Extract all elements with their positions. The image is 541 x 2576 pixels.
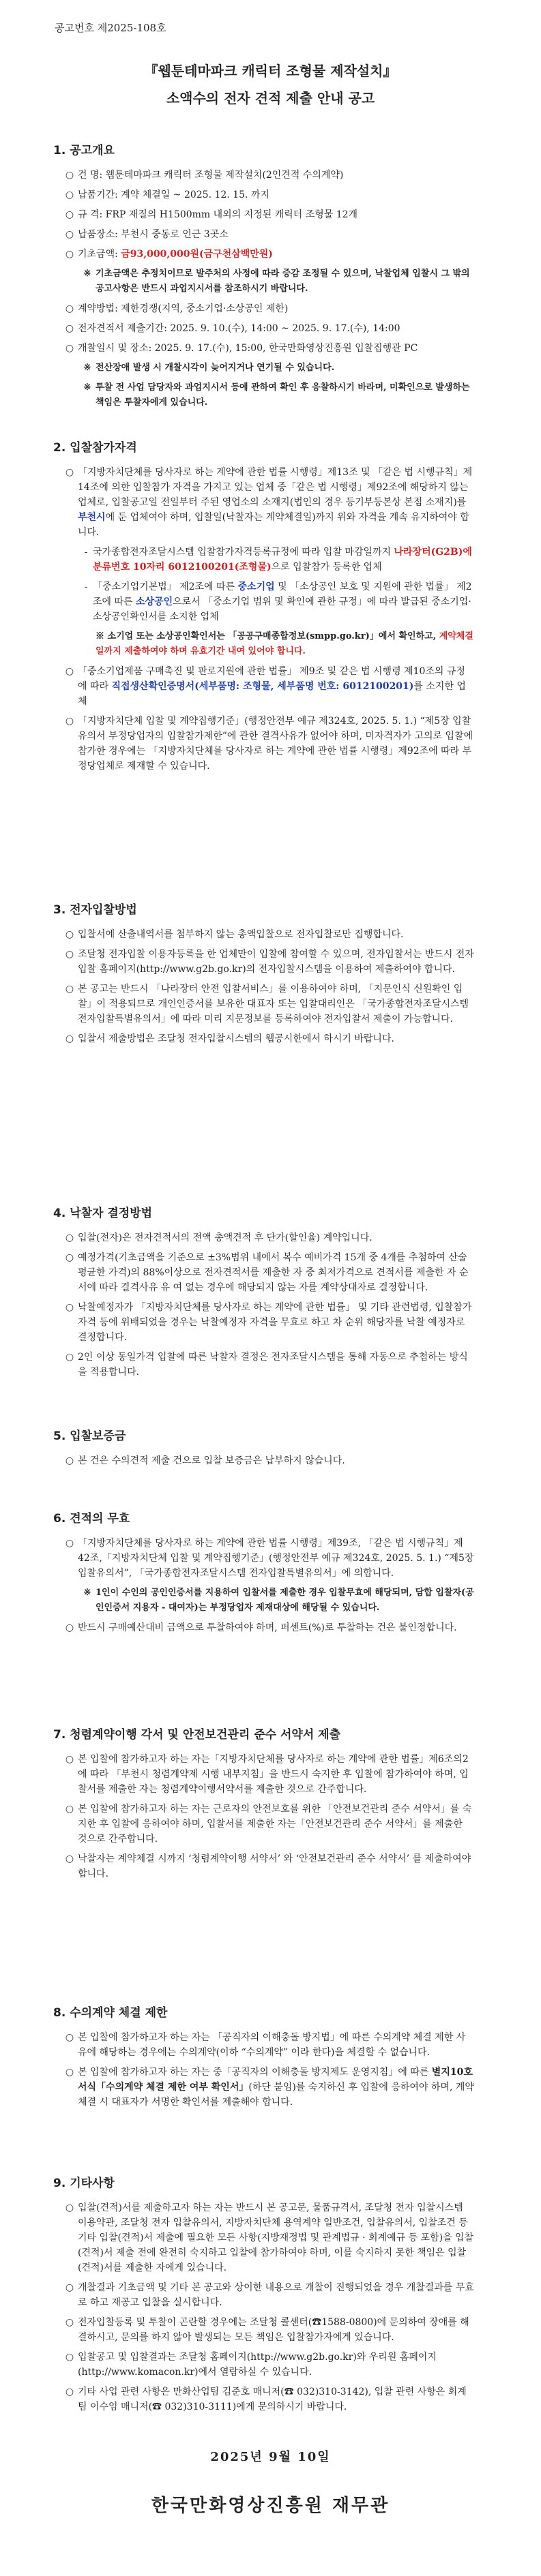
list-item bbox=[61, 1851, 474, 1881]
list-item bbox=[61, 1350, 474, 1380]
item-text bbox=[78, 1350, 474, 1380]
circle-bullet-icon: ○ bbox=[65, 1538, 74, 1549]
note-item bbox=[79, 361, 474, 376]
item-text bbox=[78, 1031, 474, 1046]
text-run: 입찰서 제출방법은 조달청 전자입찰시스템의 웹공시한에서 하시기 바랍니다. bbox=[78, 1033, 394, 1044]
item-text bbox=[78, 1300, 474, 1345]
circle-bullet-icon: ○ bbox=[65, 303, 74, 314]
list-item bbox=[61, 1453, 474, 1468]
circle-bullet-icon: ○ bbox=[65, 2067, 74, 2078]
list-item bbox=[61, 2280, 474, 2310]
text-run: 계약방법: 제한경쟁(지역, 중소기업·소상공인 제한) bbox=[78, 303, 289, 314]
highlighted-text: 부천시 bbox=[78, 512, 106, 523]
text-run: 전자입찰등록 및 투찰이 곤란할 경우에는 조달청 콜센터(☎1588-0800)에 문의하여 장애를 해결하시고, 문의를 하지 않아 발생되는 모든 책임은 입찰참가자에게 있습니다. bbox=[78, 2317, 469, 2343]
item-text bbox=[78, 2280, 474, 2310]
circle-bullet-icon: ○ bbox=[65, 1853, 74, 1864]
item-text bbox=[78, 1250, 474, 1295]
section-heading: 2. 입찰참가자격 bbox=[53, 441, 137, 455]
list-item bbox=[61, 1230, 474, 1245]
circle-bullet-icon: ○ bbox=[65, 949, 74, 960]
list-item bbox=[61, 947, 474, 977]
note-item bbox=[79, 267, 474, 297]
note-mark: ※ bbox=[83, 269, 91, 279]
item-text bbox=[78, 927, 474, 942]
circle-bullet-icon: ○ bbox=[65, 1252, 74, 1263]
list-item bbox=[61, 714, 474, 774]
text-run: 입찰(견적)서를 제출하고자 하는 자는 반드시 본 공고문, 물품규격서, 조달청 전자 입찰시스템 이용약관, 조달청 전자 입찰유의서, 지방자치단체 용역계약 일반조건, 입찰유의서, 입찰조건 등 기타 입찰(견적)서 제출에 필요한 모든 사항(지방재정법 및 관계법규 · 회계예규 등 포함)을 입찰(견적)서 제출 전에 완전히 숙지하고 입찰에 참가하여야 하며, 이를 숙지하지 못한 책임은 입찰(견적)서를 제출한 자에게 있습니다. bbox=[78, 2202, 474, 2273]
note-item bbox=[96, 629, 474, 659]
text-run: 「지방자치단체 입찰 및 계약집행기준」(행정안전부 예규 제324호, 2025. 5. 1.) “제5장 입찰유의서 부정당업자의 입찰참가제한”에 관한 결격사유가 없어야 하며, 미자격자가 고의로 입찰에 참가한 경우에는 「지방자치단체를 당사자로 하는 계약에 관한 법률 시행령」제92조에 따라 부정당업체로 제재할 수 있습니다. bbox=[78, 716, 473, 772]
list-item bbox=[61, 2384, 474, 2414]
circle-bullet-icon: ○ bbox=[65, 2386, 74, 2397]
text-run: 입찰서에 산출내역서를 첨부하지 않는 총액입찰으로 전자입찰로만 집행합니다. bbox=[78, 929, 404, 940]
dash-mark: - bbox=[84, 547, 88, 558]
text-run: 기타 사업 관련 사항은 만화산업팀 김준호 매니저(☎ 032)310-3142), 입찰 관련 사항은 회계팀 이수임 매니저(☎ 032)310-3111)에게 문의하시기 바랍니다. bbox=[78, 2386, 467, 2412]
list-item bbox=[61, 1250, 474, 1295]
text-run: 개찰결과 기초금액 및 기타 본 공고와 상이한 내용으로 개찰이 진행되었을 경우 개찰결과를 무효로 하고 재공고 입찰을 실시합니다. bbox=[78, 2282, 474, 2308]
highlighted-text: 중소기업 bbox=[237, 581, 275, 592]
text-run: 으로서 「중소기업 범위 및 확인에 관한 규정」에 따라 발급된 중소기업·소상공인확인서를 소지한 업체 bbox=[93, 596, 471, 622]
item-text bbox=[78, 1536, 474, 1581]
text-run: 1인이 수인의 공인인증서를 지용하여 입찰서를 제출한 경우 입찰무효에 해당되며, 담합 입찰자(공인인증서 지용자 - 대여자)는 부정당업자 제재대상에 해당될 수 있습니다. bbox=[96, 1588, 474, 1613]
section-heading: 9. 기타사항 bbox=[53, 2177, 115, 2190]
item-text bbox=[96, 1586, 474, 1616]
item-text bbox=[78, 168, 474, 183]
text-run: 낙찰자는 계약체결 시까지 ‘청렴계약이행 서약서’ 와 ‘안전보건관리 준수 서약서’ 를 제출하여야 합니다. bbox=[78, 1853, 471, 1879]
text-run: 「지방자치단체를 당사자로 하는 계약에 관한 법률 시행령」제13조 및 「같은 법 시행규칙」제14조에 의한 입찰참가 자격을 가지고 있는 업체 중「같은 법 시행령」제92조에 해당하지 않는 업체로, 입찰공고일 전일부터 주된 영업소의 소재지(법인의 경우 등기부등본상 본점 소재지)를 bbox=[78, 467, 473, 508]
circle-bullet-icon: ○ bbox=[65, 716, 74, 727]
item-text bbox=[96, 267, 474, 297]
text-run: 반드시 구매예산대비 금액으로 투찰하여야 하며, 퍼센트(%)로 투찰하는 건은 불인정합니다. bbox=[78, 1622, 457, 1633]
circle-bullet-icon: ○ bbox=[65, 2317, 74, 2328]
text-run: 「중소기업제품 구매촉진 및 판로지원에 관한 법률」 제9조 및 같은 법 시행령 제10조의 규정에 따라 bbox=[78, 666, 465, 692]
list-item bbox=[61, 2315, 474, 2345]
list-item bbox=[61, 2065, 474, 2110]
item-text bbox=[96, 629, 474, 659]
text-run: 2인 이상 동일가격 입찰에 따른 낙찰자 결정은 전자조달시스템을 통해 자동으로 추첨하는 방식을 적용합니다. bbox=[78, 1352, 468, 1378]
item-text bbox=[78, 947, 474, 977]
section-heading: 5. 입찰보증금 bbox=[53, 1429, 126, 1443]
list-item bbox=[61, 1620, 474, 1635]
item-text bbox=[78, 1851, 474, 1881]
note-mark: ※ bbox=[83, 363, 91, 373]
item-text bbox=[96, 361, 474, 376]
circle-bullet-icon: ○ bbox=[65, 1754, 74, 1765]
text-run: 규 격: FRP 재질의 H1500mm 내외의 지정된 캐릭터 조형물 12개 bbox=[78, 209, 358, 220]
list-item bbox=[61, 1536, 474, 1581]
list-item bbox=[61, 982, 474, 1027]
text-run: 예정가격(기초금액을 기준으로 ±3%범위 내에서 복수 예비가격 15개 중 4개를 추첨하여 산술평균한 가격)의 88%이상으로 전자견적서를 제출한 자 중 최저가격으로 견적서를 제출한 자 순서에 따라 결격사유 유 여 없는 경우에 해당되지 않는 자를 계약상대자로 결정합니다. bbox=[78, 1252, 469, 1293]
section-heading: 4. 낙찰자 결정방법 bbox=[53, 1207, 153, 1220]
circle-bullet-icon: ○ bbox=[65, 2032, 74, 2043]
highlighted-text: 직접생산확인증명서(세부품명: 조형물, 세부품명 번호: 6012100201) bbox=[111, 681, 414, 692]
item-text bbox=[78, 664, 474, 709]
list-item bbox=[61, 168, 474, 183]
list-item bbox=[61, 187, 474, 202]
list-item bbox=[61, 247, 474, 262]
item-text bbox=[78, 2030, 474, 2060]
highlighted-text: 금93,000,000원(금구천삼백만원) bbox=[121, 249, 273, 260]
item-text bbox=[96, 380, 474, 410]
section-items bbox=[0, 1752, 541, 1886]
text-run: 본 입찰에 참가하고자 하는 자는「지방자치단체를 당사자로 하는 계약에 관한 법률」제6조의2에 따라 「부천시 청렴계약제 시행 내부지침」을 반드시 숙지한 후 입찰에 참가하여야 하며, 입찰서를 제출한 자는 청렴계약이행서약서를 제출한 것으로 간주합니다. bbox=[78, 1754, 469, 1795]
list-item bbox=[61, 465, 474, 540]
section-items bbox=[0, 465, 541, 778]
list-item bbox=[61, 321, 474, 336]
text-run: (하단 붙임)를 숙지하신 후 입찰에 응하여야 하며, 계약 체결 시 대표자가 서명한 확인서를 제출해야 합니다. bbox=[78, 2082, 474, 2108]
section-heading: 6. 견적의 무효 bbox=[53, 1512, 130, 1526]
dash-mark: - bbox=[84, 581, 88, 592]
circle-bullet-icon: ○ bbox=[65, 1302, 74, 1313]
circle-bullet-icon: ○ bbox=[65, 1352, 74, 1363]
note-item bbox=[79, 380, 474, 410]
list-item bbox=[61, 2030, 474, 2060]
section-heading: 1. 공고개요 bbox=[53, 144, 115, 157]
item-text bbox=[78, 227, 474, 242]
text-run: 「중소기업기본법」 제2조에 따른 bbox=[93, 581, 238, 592]
text-run: 「지방자치단체를 당사자로 하는 계약에 관한 법률 시행령」제39조, 「같은 법 시행규칙」제42조,「지방자치단체 입찰 및 계약집행기준」(행정안전부 예규 제324호, 2025. 5. 1.) “제5장 입찰유의서”, 「국가종합전자조달시스템 전자입찰특별유의서」에 의합니다. bbox=[78, 1538, 474, 1579]
text-run: 투찰 전 사업 담당자와 과업지시서 등에 관하여 확인 후 응찰하시기 바라며, 미확인으로 발생하는 책임은 투찰자에게 있습니다. bbox=[96, 382, 470, 408]
item-text bbox=[78, 187, 474, 202]
highlighted-text: 소상공인 bbox=[136, 596, 173, 607]
item-text bbox=[78, 2200, 474, 2275]
item-text bbox=[78, 1802, 474, 1847]
highlighted-text: 계약체결일까지 제출하여야 하며 유효기간 내여 있어야 합니다. bbox=[96, 631, 473, 656]
circle-bullet-icon: ○ bbox=[65, 1232, 74, 1243]
item-text bbox=[78, 714, 474, 774]
item-text bbox=[93, 545, 474, 575]
list-item bbox=[61, 1802, 474, 1847]
issuer-name: 한국만화영상진흥원 재무관 bbox=[151, 2496, 390, 2516]
item-text bbox=[78, 465, 474, 540]
list-item bbox=[61, 927, 474, 942]
circle-bullet-icon: ○ bbox=[65, 190, 74, 200]
item-text bbox=[78, 2384, 474, 2414]
item-text bbox=[78, 982, 474, 1027]
circle-bullet-icon: ○ bbox=[65, 1804, 74, 1815]
circle-bullet-icon: ○ bbox=[65, 467, 74, 478]
text-run: 전산장애 발생 시 개찰시각이 늦어지거나 연기될 수 있습니다. bbox=[96, 363, 335, 373]
circle-bullet-icon: ○ bbox=[65, 209, 74, 220]
text-run: 건 명: 웹툰테마파크 캐릭터 조형물 제작설치(2인견적 수의계약) bbox=[78, 170, 344, 181]
circle-bullet-icon: ○ bbox=[65, 2352, 74, 2363]
note-item bbox=[79, 1586, 474, 1616]
list-item bbox=[61, 207, 474, 222]
section-heading: 7. 청렴계약이행 각서 및 안전보건관리 준수 서약서 제출 bbox=[53, 1728, 340, 1742]
highlighted-text: 나라장터(G2B)에 분류번호 10자리 6012100201(조형물) bbox=[93, 547, 472, 573]
section-heading: 3. 전자입찰방법 bbox=[53, 903, 137, 917]
highlighted-text: 별지10호 서식「수의계약 체결 제한 여부 확인서」 bbox=[78, 2067, 473, 2093]
list-item bbox=[79, 579, 474, 624]
circle-bullet-icon: ○ bbox=[65, 2282, 74, 2293]
text-run: 본 공고는 반드시 「나라장터 안전 입찰서비스」를 이용하여야 하며, 「지문인식 신원확인 입찰」이 적용되므로 개인인증서를 보유한 대표자 또는 입찰대리인은 「국가종합전자조달시스템 전자입찰특별유의서」에 따라 미리 지문정보를 등록하여야 전자입찰서 제출이 가능합니다. bbox=[78, 984, 469, 1025]
list-item bbox=[61, 2200, 474, 2275]
item-text bbox=[78, 341, 474, 356]
text-run: 및 「소상공인 보호 및 지원에 관한 법률」 제2조에 따른 bbox=[93, 581, 472, 607]
text-run: 입찰공고 및 입찰결과는 조달청 홈페이지(http://www.g2b.go.kr)와 우리원 홈페이지(http://www.komacon.kr)에서 열람하실 수 있습니다. bbox=[78, 2352, 437, 2378]
text-run: ※ 소기업 또는 소상공인확인서는 「공공구매종합정보(smpp.go.kr)」에서 확인하고, bbox=[96, 631, 439, 641]
list-item bbox=[79, 545, 474, 575]
text-run: 납품기간: 계약 체결일 ~ 2025. 12. 15. 까지 bbox=[78, 190, 269, 200]
item-text bbox=[93, 579, 474, 624]
circle-bullet-icon: ○ bbox=[65, 323, 74, 334]
text-run: 본 입찰에 참가하고자 하는 자는 「공직자의 이해충돌 방지법」에 따른 수의계약 체결 제한 사유에 해당하는 경우에는 수의계약(이하 “수의계약” 이라 한다)을 체결할 수 없습니다. bbox=[78, 2032, 466, 2058]
text-run: 기초금액: bbox=[78, 249, 121, 260]
item-text bbox=[78, 301, 474, 316]
list-item bbox=[61, 2350, 474, 2380]
text-run: 입찰(전자)은 전자견적서의 전액 총액견적 후 단가(할인율) 계약입니다. bbox=[78, 1232, 372, 1243]
circle-bullet-icon: ○ bbox=[65, 984, 74, 995]
item-text bbox=[78, 1752, 474, 1797]
list-item bbox=[61, 1752, 474, 1797]
text-run: 기초금액은 추정치이므로 발주처의 사정에 따라 증감 조정될 수 있으며, 낙찰업체 입찰시 그 밖의 공고사항은 반드시 과업지시서를 참조하시기 바랍니다. bbox=[96, 269, 470, 294]
notice-title: 『웹툰테마파크 캐릭터 조형물 제작설치』 bbox=[144, 63, 397, 79]
section-items bbox=[0, 168, 541, 415]
note-mark: ※ bbox=[83, 382, 91, 393]
text-run: 납품장소: 부천시 중동로 인근 3곳소 bbox=[78, 229, 229, 240]
section-items bbox=[0, 1453, 541, 1473]
circle-bullet-icon: ○ bbox=[65, 229, 74, 240]
text-run: 낙찰예정자가 「지방자치단체를 당사자로 하는 계약에 관한 법률」 및 기타 관련법령, 입찰참가 자격 등에 위배되었을 경우는 낙찰예정자 자격을 무효로 하고 차 순위 해당자를 낙찰 예정자로 결정합니다. bbox=[78, 1302, 472, 1343]
notice-subtitle: 소액수의 전자 견적 제출 안내 공고 bbox=[166, 90, 375, 106]
circle-bullet-icon: ○ bbox=[65, 343, 74, 354]
text-run: 조달청 전자입찰 이용자등록을 한 업체만이 입찰에 참여할 수 있으며, 전자입찰서는 반드시 전자입찰 홈페이지(http://www.g2b.go.kr)의 전자입찰시스템을 이용하여 제출하여야 합니다. bbox=[78, 949, 474, 975]
notice-date: 2025년 9월 10일 bbox=[210, 2450, 331, 2464]
item-text bbox=[78, 1453, 474, 1468]
list-item bbox=[61, 341, 474, 356]
text-run: 개찰일시 및 장소: 2025. 9. 17.(수), 15:00, 한국만화영상진흥원 입찰집행관 PC bbox=[78, 343, 418, 354]
circle-bullet-icon: ○ bbox=[65, 1033, 74, 1044]
section-items bbox=[0, 927, 541, 1051]
text-run: 본 입찰에 참가하고자 하는 자는 근로자의 안전보호를 위한 「안전보건관리 준수 서약서」를 숙지한 후 입찰에 응하여야 하며, 입찰서를 제출한 자는「안전보건관리 준수 서약서」를 제출한 것으로 간주합니다. bbox=[78, 1804, 472, 1845]
section-items bbox=[0, 2200, 541, 2419]
item-text bbox=[78, 207, 474, 222]
item-text bbox=[78, 321, 474, 336]
list-item bbox=[61, 1031, 474, 1046]
section-items bbox=[0, 1536, 541, 1640]
circle-bullet-icon: ○ bbox=[65, 170, 74, 181]
section-items bbox=[0, 2030, 541, 2115]
item-text bbox=[78, 2315, 474, 2345]
item-text bbox=[78, 2350, 474, 2380]
list-item bbox=[61, 1300, 474, 1345]
text-run: 본 입찰에 참가하고자 하는 자는 중「공직자의 이해충돌 방지제도 운영지침」에 따른 bbox=[78, 2067, 432, 2078]
item-text bbox=[78, 247, 474, 262]
note-mark: ※ bbox=[83, 1588, 91, 1598]
item-text bbox=[78, 1230, 474, 1245]
section-heading: 8. 수의계약 체결 제한 bbox=[53, 2006, 168, 2020]
text-run: 으로 입찰참가 등록한 업체 bbox=[271, 562, 382, 573]
notice-number: 공고번호 제2025-108호 bbox=[55, 22, 166, 34]
circle-bullet-icon: ○ bbox=[65, 2202, 74, 2213]
text-run: 에 둔 업체여야 하며, 입찰일(낙찰자는 계약체결일)까지 위와 자격을 계속 유지하여야 합니다. bbox=[78, 512, 469, 538]
text-run: 전자견적서 제출기간: 2025. 9. 10.(수), 14:00 ~ 2025. 9. 17.(수), 14:00 bbox=[78, 323, 400, 334]
item-text bbox=[78, 1620, 474, 1635]
text-run: 를 소지한 업체 bbox=[78, 681, 466, 707]
section-items bbox=[0, 1230, 541, 1384]
list-item bbox=[61, 227, 474, 242]
list-item bbox=[61, 664, 474, 709]
circle-bullet-icon: ○ bbox=[65, 249, 74, 260]
circle-bullet-icon: ○ bbox=[65, 1622, 74, 1633]
text-run: 본 건은 수의견적 제출 건으로 입찰 보증금은 납부하지 않습니다. bbox=[78, 1455, 345, 1466]
list-item bbox=[61, 301, 474, 316]
circle-bullet-icon: ○ bbox=[65, 929, 74, 940]
text-run: 국가종합전자조달시스템 입찰참가자격등록규정에 따라 입찰 마감일까지 bbox=[93, 547, 394, 558]
item-text bbox=[78, 2065, 474, 2110]
circle-bullet-icon: ○ bbox=[65, 1455, 74, 1466]
circle-bullet-icon: ○ bbox=[65, 666, 74, 677]
